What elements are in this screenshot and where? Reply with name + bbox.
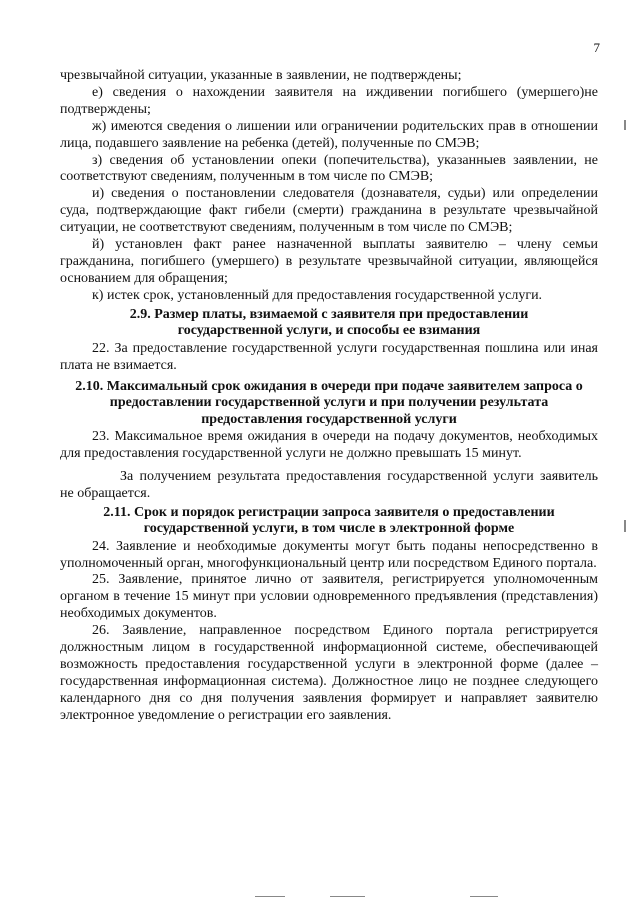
paragraph: е) сведения о нахождении заявителя на иждивении погибшего (умершего)не подтверждены;: [60, 84, 598, 117]
scan-artifact-mark: [470, 896, 498, 897]
paragraph: За получением результата предоставления государственной услуги заявитель не обращается.: [60, 468, 598, 501]
paragraph: з) сведения об установлении опеки (попечительства), указанныев заявлении, не соответствуют сведениям, полученным в том числе по СМЭВ;: [60, 152, 598, 185]
section-heading-2-10: 2.10. Максимальный срок ожидания в очереди при подаче заявителем запроса о предоставлении государственной услуги и при получении результата предоставления государственной услуги: [75, 378, 583, 427]
paragraph: 23. Максимальное время ожидания в очереди на подачу документов, необходимых для предоставления государственной услуги не должно превышать 15 минут.: [60, 429, 598, 461]
document-body: [60, 68, 598, 725]
paragraph: 25. Заявление, принятое лично от заявителя, регистрируется уполномоченным органом в течение 15 минут при условии одновременного предъявления (представления) необходимых документов.: [60, 572, 598, 622]
paragraph: й) установлен факт ранее назначенной выплаты заявителю – члену семьи гражданина, погибшего (умершего) в результате чрезвычайной ситуации, являющейся основанием для обращения;: [60, 237, 598, 286]
paragraph: ж) имеются сведения о лишении или ограничении родительских прав в отношении лица, подавшего заявление на ребенка (детей), полученные по СМЭВ;: [60, 118, 598, 151]
section-heading-2-11: 2.11. Срок и порядок регистрации запроса заявителя о предоставлении государственной услуги, в том числе в электронной форме: [103, 504, 555, 537]
scan-artifact-mark: [624, 520, 626, 532]
paragraph: к) истек срок, установленный для предоставления государственной услуги.: [92, 287, 543, 303]
paragraph: 22. За предоставление государственной услуги государственная пошлина или иная плата не взимается.: [60, 340, 598, 373]
paragraph: 26. Заявление, направленное посредством Единого портала регистрируется должностным лицом в государственной информационной системе, обеспечивающей возможность предоставления государственной услуги в электронной форме (далее – государственная информационная система). Должностное лицо не позднее следующего календарного дня со дня получения заявления формирует и направляет заявителю электронное уведомление о регистрации его заявления.: [60, 623, 598, 723]
scan-artifact-mark: [255, 896, 285, 897]
scan-artifact-mark: [330, 896, 365, 897]
paragraph: и) сведения о постановлении следователя (дознавателя, судьи) или определении суда, подтверждающие факт гибели (смерти) гражданина в результате чрезвычайной ситуации, не соответствуют сведениям, полученным в том числе по СМЭВ;: [60, 186, 598, 236]
section-heading-2-9: 2.9. Размер платы, взимаемой с заявителя при предоставлении государственной услуги, и способы ее взимания: [129, 306, 529, 339]
paragraph: чрезвычайной ситуации, указанные в заявлении, не подтверждены;: [60, 68, 462, 83]
page-number: 7: [593, 40, 600, 55]
scan-artifact-mark: [624, 120, 626, 130]
paragraph: 24. Заявление и необходимые документы могут быть поданы непосредственно в уполномоченный орган, многофункциональный центр или посредством Единого портала.: [60, 538, 598, 571]
